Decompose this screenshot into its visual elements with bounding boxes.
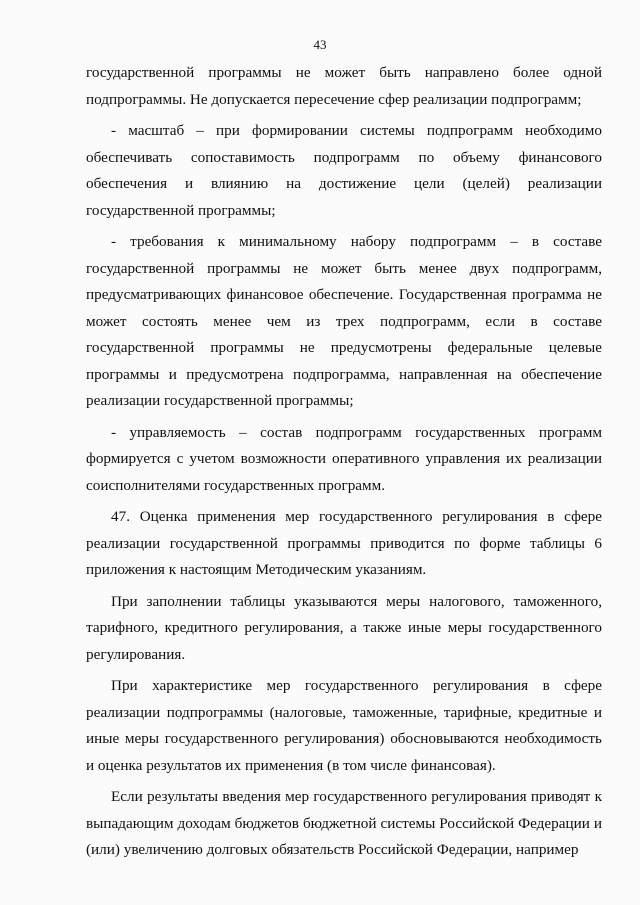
paragraph-minimum-set: - требования к минимальному набору подпрограмм – в составе государственной программы не может быть менее двух подпрограмм, предусматривающих финансовое обеспечение. Государственная программа не может состоять менее чем из трех подпрограмм, если в составе государственной программы не предусмотрены федеральные целевые программы и предусмотрена подпрограмма, направленная на обеспечение реализации государственной программы;	[86, 233, 602, 409]
paragraph-manageability: - управляемость – состав подпрограмм государственных программ формируется с учетом возможности оперативного управления их реализации соисполнителями государственных программ.	[86, 423, 602, 494]
page-number: 43	[313, 37, 327, 52]
paragraph-scale: - масштаб – при формировании системы подпрограмм необходимо обеспечивать сопоставимость подпрограмм по объему финансового обеспечения и влиянию на достижение цели (целей) реализации государственной программы;	[86, 122, 602, 219]
paragraph-continuation: государственной программы не может быть направлено более одной подпрограммы. Не допускается пересечение сфер реализации подпрограмм;	[86, 64, 602, 108]
body-text	[86, 60, 602, 864]
paragraph-table-filling: При заполнении таблицы указываются меры налогового, таможенного, тарифного, кредитного регулирования, а также иные меры государственного регулирования.	[86, 592, 602, 663]
paragraph-47: 47. Оценка применения мер государственного регулирования в сфере реализации государственной программы приводится по форме таблицы 6 приложения к настоящим Методическим указаниям.	[86, 508, 602, 578]
paragraph-regulation-results: Если результаты введения мер государственного регулирования приводят к выпадающим доходам бюджетов бюджетной системы Российской Федерации и (или) увеличению долговых обязательств Российской Федерации, например	[86, 788, 602, 858]
paragraph-regulation-characteristics: При характеристике мер государственного регулирования в сфере реализации подпрограммы (налоговые, таможенные, тарифные, кредитные и иные меры государственного регулирования) обосновываются необходимость и оценка результатов их применения (в том числе финансовая).	[86, 677, 602, 774]
